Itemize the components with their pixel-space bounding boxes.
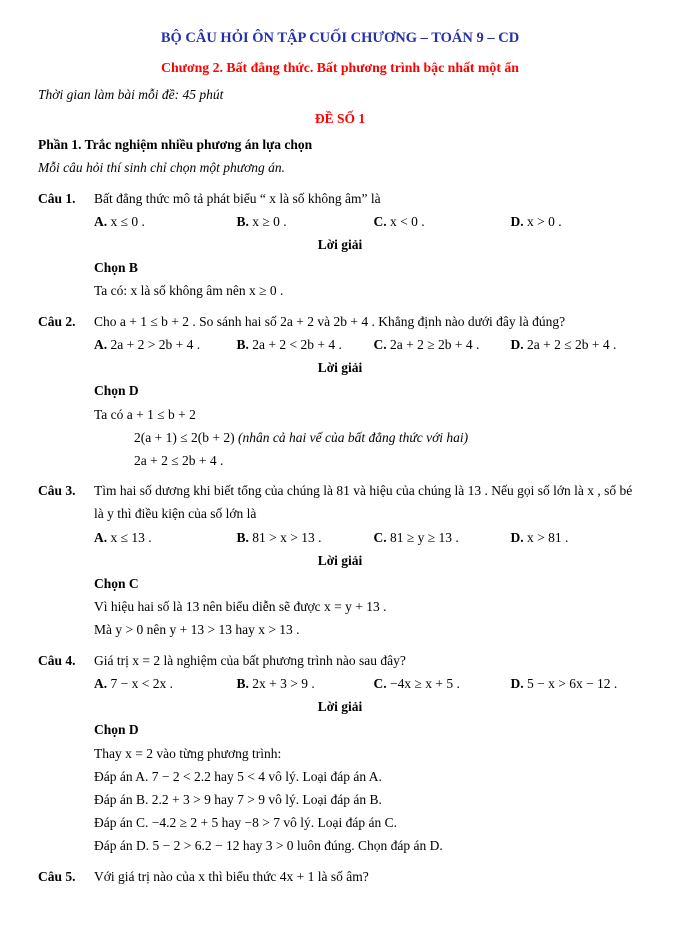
option-label: C.	[373, 336, 387, 352]
question-number: Câu 5.	[38, 868, 76, 884]
solution-line: Đáp án D. 5 − 2 > 6.2 − 12 hay 3 > 0 luôn đúng. Chọn đáp án D.	[94, 838, 443, 854]
document-title: BỘ CÂU HỎI ÔN TẬP CUỐI CHƯƠNG – TOÁN 9 – CD	[160, 30, 520, 46]
question-3	[38, 479, 642, 642]
question-text: Tìm hai số dương khi biết tổng của chúng là 81 và hiệu của chúng là 13 . Nếu gọi số lớn là x , số bé là y thì điều kiện của số lớn là	[94, 483, 633, 522]
option-c	[373, 672, 510, 695]
part1-heading: Phần 1. Trắc nghiệm nhiều phương án lựa chọn	[38, 137, 313, 153]
option-text: −4x ≥ x + 5 .	[389, 675, 460, 691]
option-label: C.	[373, 529, 387, 545]
option-c	[373, 210, 510, 233]
option-label: D.	[510, 675, 524, 691]
solution-heading: Lời giải	[317, 360, 363, 376]
options-row	[94, 210, 642, 233]
option-label: C.	[373, 675, 387, 691]
question-text: Bất đẳng thức mô tả phát biểu “ x là số không âm” là	[94, 190, 381, 206]
time-limit-text: Thời gian làm bài mỗi đề: 45 phút	[38, 86, 224, 102]
solution-line: Ta có a + 1 ≤ b + 2	[94, 406, 196, 422]
option-label: D.	[510, 336, 524, 352]
option-d	[510, 526, 642, 549]
question-number: Câu 3.	[38, 483, 76, 499]
option-text: 2a + 2 ≥ 2b + 4 .	[389, 336, 480, 352]
solution-line: Đáp án A. 7 − 2 < 2.2 hay 5 < 4 vô lý. Loại đáp án A.	[94, 768, 382, 784]
option-text: x > 0 .	[526, 213, 562, 229]
chapter-subtitle: Chương 2. Bất đẳng thức. Bất phương trình bậc nhất một ẩn	[161, 59, 519, 75]
question-text: Với giá trị nào của x thì biểu thức 4x + 1 là số âm?	[94, 868, 369, 884]
option-label: A.	[94, 675, 108, 691]
option-b	[236, 333, 373, 356]
option-text: 7 − x < 2x .	[110, 675, 173, 691]
option-a	[94, 210, 236, 233]
solution-line: Đáp án B. 2.2 + 3 > 9 hay 7 > 9 vô lý. Loại đáp án B.	[94, 792, 382, 807]
option-label: C.	[373, 213, 387, 229]
option-text: 2x + 3 > 9 .	[252, 675, 315, 691]
question-1	[38, 187, 642, 303]
option-label: A.	[94, 336, 108, 352]
solution-heading: Lời giải	[317, 699, 363, 715]
option-d	[510, 210, 642, 233]
chosen-answer: Chọn C	[94, 576, 139, 592]
question-number: Câu 2.	[38, 313, 76, 329]
exam-number: ĐỀ SỐ 1	[314, 110, 366, 126]
option-text: 5 − x > 6x − 12 .	[526, 675, 618, 691]
option-a	[94, 333, 236, 356]
solution-line: Đáp án C. −4.2 ≥ 2 + 5 hay −8 > 7 vô lý. Loại đáp án C.	[94, 815, 397, 831]
option-text: x < 0 .	[389, 213, 425, 229]
option-c	[373, 333, 510, 356]
option-b	[236, 526, 373, 549]
option-label: B.	[236, 336, 249, 352]
chosen-answer: Chọn D	[94, 722, 139, 738]
question-2	[38, 310, 642, 473]
option-text: x > 81 .	[526, 529, 569, 545]
solution-heading: Lời giải	[317, 552, 363, 568]
question-number: Câu 4.	[38, 652, 76, 668]
solution-note: (nhân cả hai vế của bất đẳng thức với hai)	[238, 429, 469, 445]
options-row	[94, 672, 642, 695]
solution-line: Thay x = 2 vào từng phương trình:	[94, 745, 282, 761]
solution-line: Ta có: x là số không âm nên x ≥ 0 .	[94, 283, 284, 299]
solution-line	[134, 426, 642, 449]
option-label: D.	[510, 213, 524, 229]
option-a	[94, 526, 236, 549]
solution-line: Mà y > 0 nên y + 13 > 13 hay x > 13 .	[94, 622, 300, 638]
option-text: 81 > x > 13 .	[252, 529, 322, 545]
option-text: 2a + 2 ≤ 2b + 4 .	[526, 336, 617, 352]
option-a	[94, 672, 236, 695]
option-label: B.	[236, 675, 249, 691]
option-label: B.	[236, 529, 249, 545]
option-label: A.	[94, 529, 108, 545]
option-text: x ≥ 0 .	[252, 213, 287, 229]
solution-line: Vì hiệu hai số là 13 nên biểu diễn sẽ được x = y + 13 .	[94, 599, 387, 615]
options-row	[94, 333, 642, 356]
solution-heading: Lời giải	[317, 236, 363, 252]
question-5	[38, 865, 642, 888]
option-c	[373, 526, 510, 549]
option-d	[510, 333, 642, 356]
option-d	[510, 672, 642, 695]
option-text: 2a + 2 < 2b + 4 .	[252, 336, 342, 352]
option-label: A.	[94, 213, 108, 229]
chosen-answer: Chọn D	[94, 383, 139, 399]
solution-line: 2a + 2 ≤ 2b + 4 .	[134, 452, 224, 468]
option-text: 81 ≥ y ≥ 13 .	[389, 529, 459, 545]
option-text: x ≤ 0 .	[110, 213, 145, 229]
option-b	[236, 672, 373, 695]
option-text: x ≤ 13 .	[110, 529, 152, 545]
question-text: Cho a + 1 ≤ b + 2 . So sánh hai số 2a + 2 và 2b + 4 . Khẳng định nào dưới đây là đúng?	[94, 313, 566, 329]
option-text: 2a + 2 > 2b + 4 .	[110, 336, 201, 352]
question-number: Câu 1.	[38, 190, 76, 206]
options-row	[94, 526, 642, 549]
question-4	[38, 649, 642, 858]
part1-note: Mỗi câu hỏi thí sinh chỉ chọn một phương án.	[38, 160, 286, 176]
option-label: D.	[510, 529, 524, 545]
option-b	[236, 210, 373, 233]
option-label: B.	[236, 213, 249, 229]
chosen-answer: Chọn B	[94, 260, 138, 276]
question-text: Giá trị x = 2 là nghiệm của bất phương trình nào sau đây?	[94, 652, 406, 668]
solution-expression: 2(a + 1) ≤ 2(b + 2)	[134, 429, 235, 445]
